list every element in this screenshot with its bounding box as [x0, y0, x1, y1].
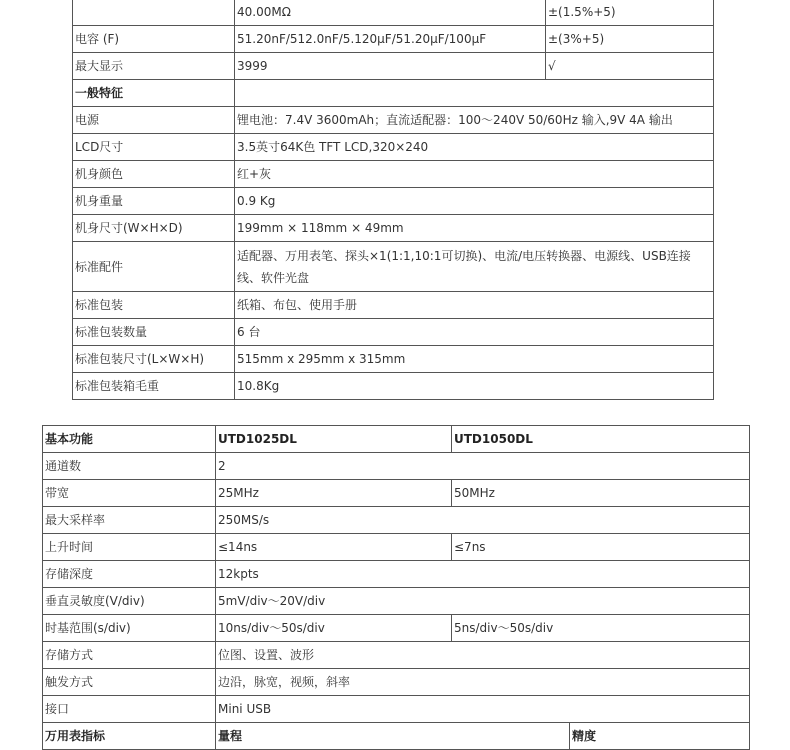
table-row	[43, 561, 750, 588]
row-label: 带宽	[43, 480, 216, 507]
table-row	[73, 134, 714, 161]
empty-cell	[235, 80, 714, 107]
model-a-header: UTD1025DL	[216, 426, 452, 453]
model-b-header: UTD1050DL	[452, 426, 750, 453]
accuracy-header: 精度	[570, 723, 750, 750]
row-value: 锂电池：7.4V 3600mAh；直流适配器：100～240V 50/60Hz 输入,9V 4A 输出	[235, 107, 714, 134]
model-a-value: 10ns/div～50s/div	[216, 615, 452, 642]
row-value: 51.20nF/512.0nF/5.120μF/51.20μF/100μF	[235, 26, 546, 53]
row-value: 199mm × 118mm × 49mm	[235, 215, 714, 242]
row-value: 515mm x 295mm x 315mm	[235, 346, 714, 373]
table-row	[73, 292, 714, 319]
row-label: 最大采样率	[43, 507, 216, 534]
table-row	[73, 188, 714, 215]
row-label: 存储方式	[43, 642, 216, 669]
table-row	[73, 0, 714, 26]
row-value: 12kpts	[216, 561, 750, 588]
row-value: 位图、设置、波形	[216, 642, 750, 669]
multimeter-header-row	[43, 723, 750, 750]
row-label: 垂直灵敏度(V/div)	[43, 588, 216, 615]
row-label: 标准包装	[73, 292, 235, 319]
row-label: 标准配件	[73, 242, 235, 292]
row-label: 标准包装数量	[73, 319, 235, 346]
row-value: 6 台	[235, 319, 714, 346]
row-label: 机身重量	[73, 188, 235, 215]
table-row	[73, 346, 714, 373]
row-value: Mini USB	[216, 696, 750, 723]
table-row	[43, 453, 750, 480]
spec-table-top	[72, 0, 714, 400]
row-value: 2	[216, 453, 750, 480]
row-value: 40.00MΩ	[235, 0, 546, 26]
row-label: 接口	[43, 696, 216, 723]
row-value: 10.8Kg	[235, 373, 714, 400]
table-row	[73, 373, 714, 400]
row-accuracy: √	[546, 53, 714, 80]
table-row	[73, 26, 714, 53]
row-value: 边沿，脉宽，视频，斜率	[216, 669, 750, 696]
table-row	[43, 642, 750, 669]
row-label: 存储深度	[43, 561, 216, 588]
row-label: 上升时间	[43, 534, 216, 561]
table-row	[43, 588, 750, 615]
row-value: 0.9 Kg	[235, 188, 714, 215]
table-row	[73, 107, 714, 134]
row-label: 标准包装箱毛重	[73, 373, 235, 400]
row-label: 电源	[73, 107, 235, 134]
table-row	[43, 534, 750, 561]
table-row	[73, 242, 714, 292]
row-label: 时基范围(s/div)	[43, 615, 216, 642]
table-row	[43, 669, 750, 696]
table-row	[73, 319, 714, 346]
table-row	[43, 480, 750, 507]
spec-table-bottom	[42, 425, 750, 750]
row-value: 5mV/div～20V/div	[216, 588, 750, 615]
section-title: 一般特征	[73, 80, 235, 107]
section-header-row	[73, 80, 714, 107]
table-row	[73, 215, 714, 242]
row-label: 机身尺寸(W×H×D)	[73, 215, 235, 242]
table-row	[43, 507, 750, 534]
row-value: 纸箱、布包、使用手册	[235, 292, 714, 319]
header-label: 基本功能	[43, 426, 216, 453]
row-label: 机身颜色	[73, 161, 235, 188]
row-label: LCD尺寸	[73, 134, 235, 161]
row-accuracy: ±(1.5%+5)	[546, 0, 714, 26]
row-label: 触发方式	[43, 669, 216, 696]
model-b-value: ≤7ns	[452, 534, 750, 561]
row-value: 3999	[235, 53, 546, 80]
header-row	[43, 426, 750, 453]
row-value: 3.5英寸64K色 TFT LCD,320×240	[235, 134, 714, 161]
row-value: 250MS/s	[216, 507, 750, 534]
row-label: 通道数	[43, 453, 216, 480]
model-a-value: 25MHz	[216, 480, 452, 507]
row-accuracy: ±(3%+5)	[546, 26, 714, 53]
range-header: 量程	[216, 723, 570, 750]
multimeter-section-title: 万用表指标	[43, 723, 216, 750]
row-label: 电容 (F)	[73, 26, 235, 53]
table-row	[43, 615, 750, 642]
row-value: 适配器、万用表笔、探头×1(1:1,10:1可切换)、电流/电压转换器、电源线、USB连接线、软件光盘	[235, 242, 714, 292]
row-value: 红+灰	[235, 161, 714, 188]
model-a-value: ≤14ns	[216, 534, 452, 561]
row-label: 最大显示	[73, 53, 235, 80]
model-b-value: 50MHz	[452, 480, 750, 507]
model-b-value: 5ns/div～50s/div	[452, 615, 750, 642]
row-label: 标准包装尺寸(L×W×H)	[73, 346, 235, 373]
table-row	[73, 161, 714, 188]
table-row	[43, 696, 750, 723]
table-row	[73, 53, 714, 80]
row-label	[73, 0, 235, 26]
